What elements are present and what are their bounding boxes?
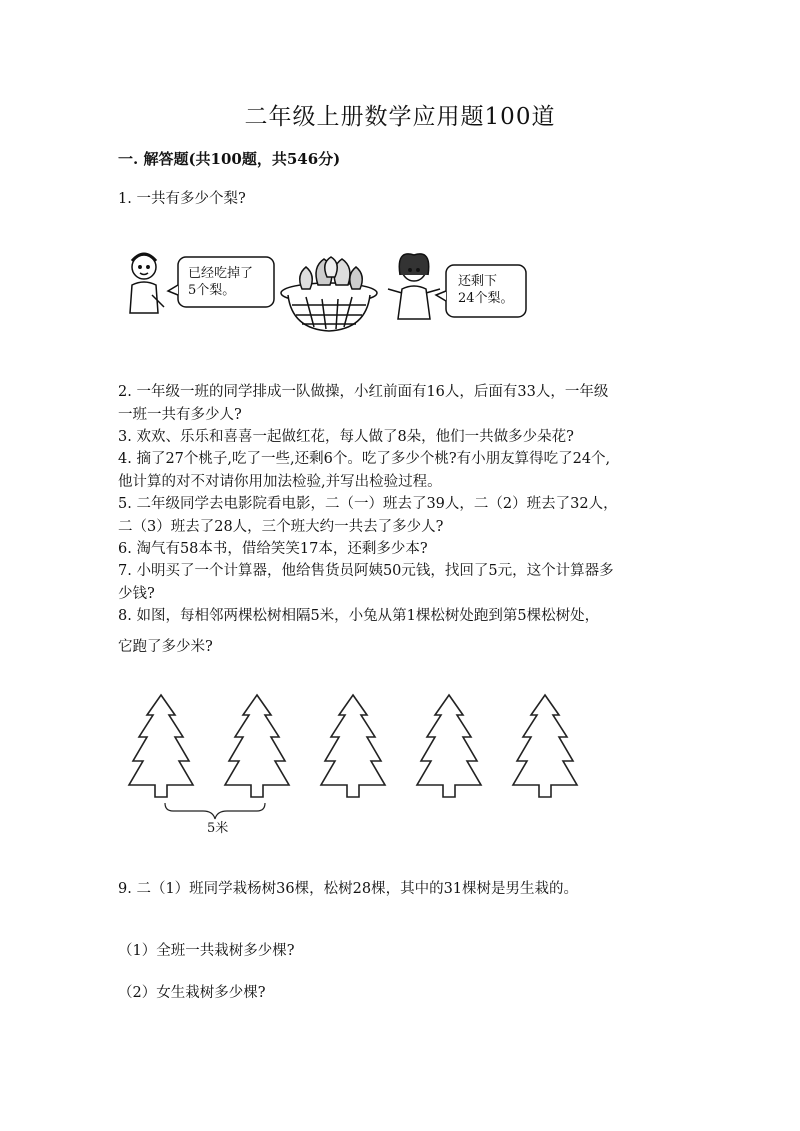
pine-tree-icon <box>129 695 193 797</box>
question-8: 8. 如图，每相邻两棵松树相隔5米，小兔从第1棵松树处跑到第5棵松树处， <box>118 608 600 624</box>
question-2-line-1: 2. 一年级一班的同学排成一队做操，小红前面有16人，后面有33人，一年级 <box>118 384 609 400</box>
question-7-line-2: 少钱? <box>118 585 155 602</box>
question-7 <box>118 560 698 605</box>
pine-tree-icon <box>321 695 385 797</box>
question-2-line-2: 一班一共有多少人? <box>118 406 242 423</box>
section-heading: 一. 解答题(共100题，共546分) <box>118 150 341 168</box>
question-5 <box>118 493 698 538</box>
question-6: 6. 淘气有58本书，借给笑笑17本，还剩多少本? <box>118 541 428 557</box>
question-5-line-1: 5. 二年级同学去电影院看电影，二（一）班去了39人，二（2）班去了32人， <box>118 496 618 512</box>
bubble-right-line-1: 还剩下 <box>458 274 498 289</box>
boy-figure <box>130 254 164 313</box>
bubble-right-line-2: 24个梨。 <box>458 291 514 306</box>
pine-tree-figure <box>125 685 585 835</box>
question-9: 9. 二（1）班同学栽杨树36棵，松树28棵，其中的31棵树是男生栽的。 <box>118 881 579 897</box>
question-8-continued: 它跑了多少米? <box>118 639 213 655</box>
bubble-left-line-1: 已经吃掉了 <box>188 266 254 281</box>
pine-tree-icon <box>225 695 289 797</box>
girl-figure <box>388 254 440 319</box>
pear-basket <box>281 257 377 331</box>
question-9-part-2: （2）女生栽树多少棵? <box>118 985 266 1001</box>
question-4 <box>118 448 698 493</box>
question-2 <box>118 381 698 426</box>
bubble-left-line-2: 5个梨。 <box>188 283 236 298</box>
distance-label: 5米 <box>207 821 229 836</box>
question-1: 1. 一共有多少个梨? <box>118 191 246 207</box>
question-4-line-2: 他计算的对不对请你用加法检验,并写出检验过程。 <box>118 473 442 490</box>
pear-illustration <box>122 245 542 335</box>
question-9-part-1: （1）全班一共栽树多少棵? <box>118 943 295 959</box>
question-3: 3. 欢欢、乐乐和喜喜一起做红花，每人做了8朵，他们一共做多少朵花? <box>118 429 574 445</box>
question-7-line-1: 7. 小明买了一个计算器，他给售货员阿姨50元钱，找回了5元，这个计算器多 <box>118 563 614 579</box>
pine-tree-icon <box>417 695 481 797</box>
question-4-line-1: 4. 摘了27个桃子,吃了一些,还剩6个。吃了多少个桃?有小朋友算得吃了24个, <box>118 451 611 467</box>
pine-tree-icon <box>513 695 577 797</box>
question-5-line-2: 二（3）班去了28人，三个班大约一共去了多少人? <box>118 518 444 535</box>
page-title: 二年级上册数学应用题100道 <box>244 104 556 130</box>
